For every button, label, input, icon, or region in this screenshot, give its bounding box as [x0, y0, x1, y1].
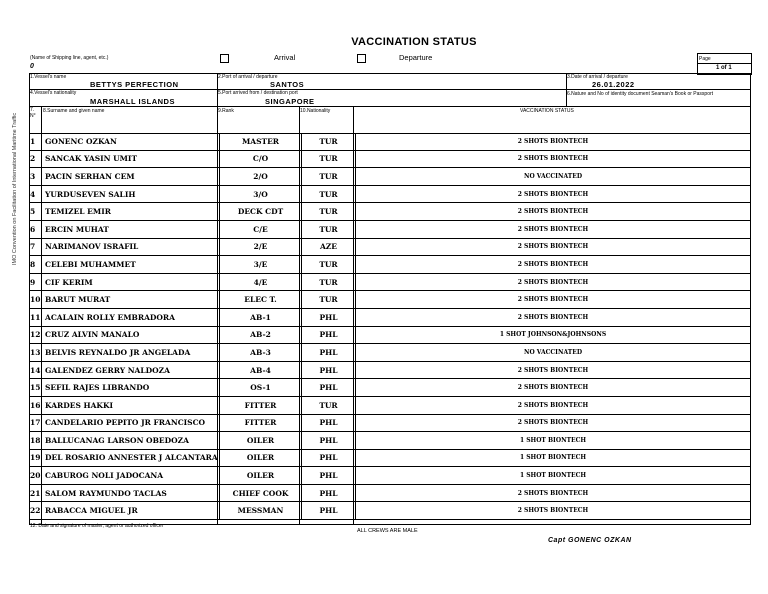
crew-number: 14: [29, 361, 42, 379]
crew-vaccination-status: 2 SHOTS BIONTECH: [356, 379, 751, 397]
crew-name: NARIMANOV ISRAFIL: [42, 238, 220, 256]
crew-name: PACIN SERHAN CEM: [42, 168, 220, 186]
crew-nationality: PHL: [302, 432, 356, 450]
crew-number: 5: [29, 203, 42, 221]
crew-number: 15: [29, 379, 42, 397]
crew-rank: OS-1: [220, 379, 302, 397]
crew-number: 8: [29, 256, 42, 274]
crew-name: CRUZ ALVIN MANALO: [42, 326, 220, 344]
crew-rank: AB-2: [220, 326, 302, 344]
table-row: [29, 150, 750, 168]
crew-name: BALLUCANAG LARSON OBEDOZA: [42, 432, 220, 450]
crew-rank: 3/E: [220, 256, 302, 274]
crew-rank: AB-4: [220, 361, 302, 379]
crew-rank: 2/E: [220, 238, 302, 256]
crew-vaccination-status: 1 SHOT BIONTECH: [356, 449, 751, 467]
crew-vaccination-status: 2 SHOTS BIONTECH: [356, 150, 751, 168]
crew-nationality: PHL: [302, 361, 356, 379]
crew-vaccination-status: 2 SHOTS BIONTECH: [356, 361, 751, 379]
col-nat-label: 10.Nationality: [300, 108, 331, 114]
crew-vaccination-status: 2 SHOTS BIONTECH: [356, 396, 751, 414]
crew-nationality: PHL: [302, 344, 356, 362]
arrival-checkbox[interactable]: [220, 54, 229, 63]
date-label: 3.Date of arrival / departure: [567, 74, 628, 80]
shipping-line-label: (Name of Shipping line, agent, etc.): [30, 55, 109, 61]
crew-nationality: PHL: [302, 449, 356, 467]
crew-rank: MASTER: [220, 133, 302, 150]
crew-table: [29, 133, 750, 520]
departure-checkbox[interactable]: [357, 54, 366, 63]
crew-vaccination-status: 2 SHOTS BIONTECH: [356, 273, 751, 291]
crew-number: 19: [29, 449, 42, 467]
crew-name: TEMIZEL EMIR: [42, 203, 220, 221]
col-name-label: 8.Surname and given name: [43, 108, 105, 114]
table-row: [29, 432, 750, 450]
crew-rank: 4/E: [220, 273, 302, 291]
crew-vaccination-status: 1 SHOT JOHNSON&JOHNSONS: [356, 326, 751, 344]
crew-number: 16: [29, 396, 42, 414]
crew-name: CANDELARIO PEPITO JR FRANCISCO: [42, 414, 220, 432]
crew-nationality: TUR: [302, 273, 356, 291]
crew-name: SEFIL RAJES LIBRANDO: [42, 379, 220, 397]
table-row: [29, 396, 750, 414]
col-status-label: VACCINATION STATUS: [520, 108, 574, 114]
crew-number: 9: [29, 273, 42, 291]
crew-nationality: PHL: [302, 502, 356, 520]
crew-rank: 3/O: [220, 185, 302, 203]
identity-label: 6.Nature and No of identity document Seaman's Book or Passport: [567, 91, 714, 97]
crew-vaccination-status: 2 SHOTS BIONTECH: [356, 291, 751, 309]
crew-name: GALENDEZ GERRY NALDOZA: [42, 361, 220, 379]
crew-vaccination-status: NO VACCINATED: [356, 168, 751, 186]
crew-rank: AB-3: [220, 344, 302, 362]
table-row: [29, 308, 750, 326]
crew-rank: ELEC T.: [220, 291, 302, 309]
crew-nationality: PHL: [302, 467, 356, 485]
table-row: [29, 185, 750, 203]
table-row: [29, 256, 750, 274]
crew-rank: C/O: [220, 150, 302, 168]
crew-vaccination-status: NO VACCINATED: [356, 344, 751, 362]
table-row: [29, 361, 750, 379]
nationality-label: 4.Vessel's nationality: [30, 90, 77, 96]
table-row: [29, 502, 750, 520]
crew-name: BARUT MURAT: [42, 291, 220, 309]
crew-number: 2: [29, 150, 42, 168]
crew-nationality: PHL: [302, 379, 356, 397]
crew-rank: MESSMAN: [220, 502, 302, 520]
crew-number: 10: [29, 291, 42, 309]
crew-number: 17: [29, 414, 42, 432]
crew-vaccination-status: 2 SHOTS BIONTECH: [356, 256, 751, 274]
crew-nationality: TUR: [302, 256, 356, 274]
vessel-name: BETTYS PERFECTION: [90, 80, 179, 89]
table-row: [29, 326, 750, 344]
master-signature: Capt GONENC OZKAN: [548, 537, 632, 544]
crew-nationality: PHL: [302, 308, 356, 326]
table-row: [29, 203, 750, 221]
crew-name: ACALAIN ROLLY EMBRADORA: [42, 308, 220, 326]
crew-number: 7: [29, 238, 42, 256]
crew-name: CELEBI MUHAMMET: [42, 256, 220, 274]
table-row: [29, 449, 750, 467]
crew-vaccination-status: 2 SHOTS BIONTECH: [356, 185, 751, 203]
crew-name: KARDES HAKKI: [42, 396, 220, 414]
crew-nationality: AZE: [302, 238, 356, 256]
vessel-name-label: 1.Vessel's name: [30, 74, 67, 80]
crew-number: 4: [29, 185, 42, 203]
crew-rank: FITTER: [220, 396, 302, 414]
crew-name: RABACCA MIGUEL JR: [42, 502, 220, 520]
from-port-label: 5.Port arrived from / destination port: [218, 90, 298, 96]
arrival-label: Arrival: [274, 53, 296, 62]
crew-number: 20: [29, 467, 42, 485]
crew-number: 22: [29, 502, 42, 520]
crew-vaccination-status: 1 SHOT BIONTECH: [356, 432, 751, 450]
table-row: [29, 344, 750, 362]
crew-rank: 2/O: [220, 168, 302, 186]
crew-vaccination-status: 2 SHOTS BIONTECH: [356, 502, 751, 520]
crew-number: 11: [29, 308, 42, 326]
crew-nationality: TUR: [302, 203, 356, 221]
footer-label: 12. Date and signature of master, agent or authorized officer: [30, 523, 164, 529]
crew-nationality: TUR: [302, 185, 356, 203]
port-label: 2.Port of arrival / departure: [218, 74, 278, 80]
table-row: [29, 414, 750, 432]
crew-vaccination-status: 2 SHOTS BIONTECH: [356, 484, 751, 502]
table-row: [29, 168, 750, 186]
from-port-value: SINGAPORE: [265, 97, 315, 106]
table-row: [29, 291, 750, 309]
page-label: Page: [699, 56, 711, 62]
table-row: [29, 467, 750, 485]
table-row: [29, 133, 750, 150]
crew-vaccination-status: 2 SHOTS BIONTECH: [356, 220, 751, 238]
crew-vaccination-status: 2 SHOTS BIONTECH: [356, 203, 751, 221]
crew-number: 12: [29, 326, 42, 344]
crew-rank: FITTER: [220, 414, 302, 432]
date-value: 26.01.2022: [592, 80, 635, 89]
side-convention-text: IMO Convention on Facilitation of International Maritime Traffic: [12, 112, 18, 265]
footer-note: ALL CREWS ARE MALE: [357, 528, 418, 534]
crew-nationality: TUR: [302, 168, 356, 186]
crew-name: CIF KERIM: [42, 273, 220, 291]
crew-number: 1: [29, 133, 42, 150]
crew-number: 13: [29, 344, 42, 362]
crew-nationality: PHL: [302, 326, 356, 344]
crew-rank: C/E: [220, 220, 302, 238]
crew-rank: CHIEF COOK: [220, 484, 302, 502]
crew-rank: OILER: [220, 449, 302, 467]
table-row: [29, 273, 750, 291]
crew-nationality: PHL: [302, 484, 356, 502]
document-title: VACCINATION STATUS: [351, 36, 477, 48]
crew-nationality: TUR: [302, 133, 356, 150]
col-rank-label: 9.Rank: [218, 108, 234, 114]
col-no-label: 7. N°: [30, 107, 36, 119]
crew-number: 6: [29, 220, 42, 238]
crew-vaccination-status: 2 SHOTS BIONTECH: [356, 308, 751, 326]
crew-name: BELVIS REYNALDO JR ANGELADA: [42, 344, 220, 362]
nationality-value: MARSHALL ISLANDS: [90, 97, 175, 106]
crew-vaccination-status: 2 SHOTS BIONTECH: [356, 238, 751, 256]
crew-rank: DECK CDT: [220, 203, 302, 221]
page-value: 1 of 1: [716, 65, 732, 71]
crew-number: 3: [29, 168, 42, 186]
crew-nationality: TUR: [302, 291, 356, 309]
shipping-line-value: 0: [30, 63, 34, 70]
crew-nationality: TUR: [302, 396, 356, 414]
crew-name: SANCAK YASIN UMIT: [42, 150, 220, 168]
crew-number: 18: [29, 432, 42, 450]
table-row: [29, 220, 750, 238]
crew-vaccination-status: 2 SHOTS BIONTECH: [356, 414, 751, 432]
crew-name: ERCIN MUHAT: [42, 220, 220, 238]
crew-nationality: PHL: [302, 414, 356, 432]
crew-name: YURDUSEVEN SALIH: [42, 185, 220, 203]
table-row: [29, 484, 750, 502]
departure-label: Departure: [399, 53, 433, 62]
crew-rank: OILER: [220, 467, 302, 485]
crew-vaccination-status: 2 SHOTS BIONTECH: [356, 133, 751, 150]
crew-number: 21: [29, 484, 42, 502]
crew-vaccination-status: 1 SHOT BIONTECH: [356, 467, 751, 485]
crew-name: SALOM RAYMUNDO TACLAS: [42, 484, 220, 502]
crew-nationality: TUR: [302, 220, 356, 238]
crew-rank: OILER: [220, 432, 302, 450]
table-row: [29, 379, 750, 397]
crew-name: CABUROG NOLI JADOCANA: [42, 467, 220, 485]
crew-name: GONENC OZKAN: [42, 133, 220, 150]
table-row: [29, 238, 750, 256]
crew-rank: AB-1: [220, 308, 302, 326]
port-value: SANTOS: [270, 80, 305, 89]
crew-nationality: TUR: [302, 150, 356, 168]
crew-name: DEL ROSARIO ANNESTER J ALCANTARA: [42, 449, 220, 467]
